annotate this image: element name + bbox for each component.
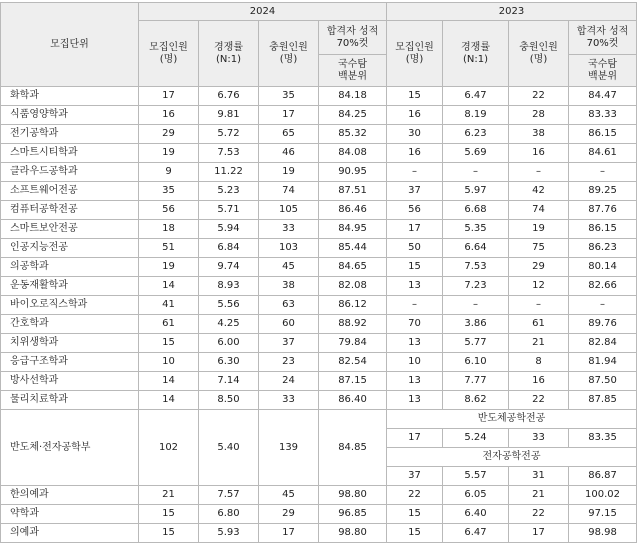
2024-cut-cell: 90.95 xyxy=(319,163,387,182)
2023-recruit-cell: – xyxy=(387,296,443,315)
2024-recruit-cell: 56 xyxy=(139,201,199,220)
table-row xyxy=(1,334,637,353)
unit-name: 의예과 xyxy=(1,524,139,543)
2023-competition-cell: 6.47 xyxy=(443,87,509,106)
2024-competition-cell: 5.71 xyxy=(199,201,259,220)
semi-sub1-competition: 5.24 xyxy=(443,429,509,448)
unit-name: 바이오로직스학과 xyxy=(1,296,139,315)
2023-cut-cell: 82.84 xyxy=(569,334,637,353)
2023-fill-cell: 75 xyxy=(509,239,569,258)
2023-fill-cell: 22 xyxy=(509,505,569,524)
2024-fill-cell: 63 xyxy=(259,296,319,315)
2024-cut-cell: 86.40 xyxy=(319,391,387,410)
unit-name: 응급구조학과 xyxy=(1,353,139,372)
unit-name: 컴퓨터공학전공 xyxy=(1,201,139,220)
2023-cut-cell: 83.33 xyxy=(569,106,637,125)
2023-cut-cell: 86.15 xyxy=(569,125,637,144)
2024-fill-cell: 38 xyxy=(259,277,319,296)
2024-competition-cell: 5.56 xyxy=(199,296,259,315)
semi-sub2-cut: 86.87 xyxy=(569,467,637,486)
2024-fill-cell: 17 xyxy=(259,106,319,125)
2024-cut-cell: 82.54 xyxy=(319,353,387,372)
header-percentile-2024: 국수탐 백분위 xyxy=(319,55,387,87)
2024-recruit-cell: 41 xyxy=(139,296,199,315)
2024-fill-cell: 46 xyxy=(259,144,319,163)
2024-recruit-cell: 61 xyxy=(139,315,199,334)
2024-fill-cell: 45 xyxy=(259,258,319,277)
2024-competition-cell: 7.57 xyxy=(199,486,259,505)
2023-competition-cell: 6.68 xyxy=(443,201,509,220)
semi-2024-fill: 139 xyxy=(259,410,319,486)
2023-recruit-cell: 30 xyxy=(387,125,443,144)
2024-fill-cell: 60 xyxy=(259,315,319,334)
table-row xyxy=(1,391,637,410)
2024-competition-cell: 9.74 xyxy=(199,258,259,277)
2023-competition-cell: 6.64 xyxy=(443,239,509,258)
2023-competition-cell: 7.53 xyxy=(443,258,509,277)
unit-name: 간호학과 xyxy=(1,315,139,334)
2023-cut-cell: 80.14 xyxy=(569,258,637,277)
2023-competition-cell: 6.47 xyxy=(443,524,509,543)
2024-competition-cell: 4.25 xyxy=(199,315,259,334)
2023-competition-cell: 5.35 xyxy=(443,220,509,239)
2024-fill-cell: 33 xyxy=(259,391,319,410)
2024-competition-cell: 8.50 xyxy=(199,391,259,410)
unit-name: 운동재활학과 xyxy=(1,277,139,296)
2024-cut-cell: 87.51 xyxy=(319,182,387,201)
header-percentile-2023: 국수탐 백분위 xyxy=(569,55,637,87)
2024-cut-cell: 82.08 xyxy=(319,277,387,296)
2023-recruit-cell: 17 xyxy=(387,220,443,239)
2023-competition-cell: 7.23 xyxy=(443,277,509,296)
unit-name: 스마트시티학과 xyxy=(1,144,139,163)
2024-recruit-cell: 15 xyxy=(139,524,199,543)
header-unit: 모집단위 xyxy=(1,3,139,87)
2023-cut-cell: – xyxy=(569,296,637,315)
semi-sub1-cut: 83.35 xyxy=(569,429,637,448)
table-row xyxy=(1,505,637,524)
2024-cut-cell: 84.95 xyxy=(319,220,387,239)
2023-competition-cell: 3.86 xyxy=(443,315,509,334)
2023-recruit-cell: 15 xyxy=(387,258,443,277)
2023-fill-cell: 16 xyxy=(509,372,569,391)
2023-recruit-cell: 15 xyxy=(387,505,443,524)
2024-recruit-cell: 16 xyxy=(139,106,199,125)
2023-recruit-cell: 50 xyxy=(387,239,443,258)
2024-competition-cell: 5.72 xyxy=(199,125,259,144)
2023-recruit-cell: 56 xyxy=(387,201,443,220)
unit-name: 의공학과 xyxy=(1,258,139,277)
2024-competition-cell: 6.00 xyxy=(199,334,259,353)
2023-cut-cell: 100.02 xyxy=(569,486,637,505)
2023-cut-cell: 97.15 xyxy=(569,505,637,524)
header-competition-2023: 경쟁률 (N:1) xyxy=(443,21,509,87)
2024-fill-cell: 19 xyxy=(259,163,319,182)
2024-recruit-cell: 15 xyxy=(139,334,199,353)
admission-results-table xyxy=(0,2,637,543)
unit-name: 전기공학과 xyxy=(1,125,139,144)
2023-recruit-cell: 22 xyxy=(387,486,443,505)
semi-2024-cut: 84.85 xyxy=(319,410,387,486)
2023-fill-cell: 29 xyxy=(509,258,569,277)
2023-recruit-cell: 13 xyxy=(387,372,443,391)
2024-competition-cell: 6.80 xyxy=(199,505,259,524)
table-row xyxy=(1,353,637,372)
2023-competition-cell: 6.05 xyxy=(443,486,509,505)
2023-competition-cell: 7.77 xyxy=(443,372,509,391)
2023-recruit-cell: 16 xyxy=(387,144,443,163)
2024-recruit-cell: 19 xyxy=(139,144,199,163)
2023-competition-cell: 8.62 xyxy=(443,391,509,410)
header-fill-2024: 충원인원 (명) xyxy=(259,21,319,87)
semi-2024-competition: 5.40 xyxy=(199,410,259,486)
2024-competition-cell: 5.23 xyxy=(199,182,259,201)
table-row xyxy=(1,372,637,391)
2024-fill-cell: 37 xyxy=(259,334,319,353)
header-pass-cut-2023: 합격자 성적 70%컷 xyxy=(569,21,637,55)
header-year-2023: 2023 xyxy=(387,3,637,21)
table-row xyxy=(1,258,637,277)
2023-cut-cell: 87.76 xyxy=(569,201,637,220)
header-fill-2023: 충원인원 (명) xyxy=(509,21,569,87)
2024-recruit-cell: 51 xyxy=(139,239,199,258)
unit-name: 스마트보안전공 xyxy=(1,220,139,239)
2024-cut-cell: 87.15 xyxy=(319,372,387,391)
unit-name: 식품영양학과 xyxy=(1,106,139,125)
2023-fill-cell: 22 xyxy=(509,87,569,106)
semi-sub2-name: 전자공학전공 xyxy=(387,448,637,467)
2023-fill-cell: – xyxy=(509,163,569,182)
2024-cut-cell: 98.80 xyxy=(319,524,387,543)
2023-competition-cell: – xyxy=(443,296,509,315)
2023-cut-cell: 98.98 xyxy=(569,524,637,543)
table-row xyxy=(1,220,637,239)
2023-cut-cell: 84.61 xyxy=(569,144,637,163)
2023-cut-cell: 87.50 xyxy=(569,372,637,391)
2024-fill-cell: 45 xyxy=(259,486,319,505)
2024-competition-cell: 6.30 xyxy=(199,353,259,372)
2024-cut-cell: 85.32 xyxy=(319,125,387,144)
2024-recruit-cell: 19 xyxy=(139,258,199,277)
2023-recruit-cell: 10 xyxy=(387,353,443,372)
2023-cut-cell: 89.25 xyxy=(569,182,637,201)
2024-cut-cell: 98.80 xyxy=(319,486,387,505)
2023-competition-cell: 6.40 xyxy=(443,505,509,524)
2024-competition-cell: 11.22 xyxy=(199,163,259,182)
2024-cut-cell: 86.12 xyxy=(319,296,387,315)
header-pass-cut-2024: 합격자 성적 70%컷 xyxy=(319,21,387,55)
2024-recruit-cell: 29 xyxy=(139,125,199,144)
2024-fill-cell: 33 xyxy=(259,220,319,239)
2024-fill-cell: 65 xyxy=(259,125,319,144)
2024-fill-cell: 17 xyxy=(259,524,319,543)
table-row xyxy=(1,144,637,163)
2023-fill-cell: 17 xyxy=(509,524,569,543)
2023-cut-cell: 86.15 xyxy=(569,220,637,239)
semi-sub2-competition: 5.57 xyxy=(443,467,509,486)
table-row xyxy=(1,163,637,182)
2024-cut-cell: 84.25 xyxy=(319,106,387,125)
2024-cut-cell: 86.46 xyxy=(319,201,387,220)
2023-competition-cell: 5.69 xyxy=(443,144,509,163)
header-recruit-2023: 모집인원 (명) xyxy=(387,21,443,87)
unit-name: 한의예과 xyxy=(1,486,139,505)
2024-competition-cell: 9.81 xyxy=(199,106,259,125)
2024-recruit-cell: 14 xyxy=(139,391,199,410)
unit-name: 소프트웨어전공 xyxy=(1,182,139,201)
2023-competition-cell: 6.23 xyxy=(443,125,509,144)
2023-cut-cell: 82.66 xyxy=(569,277,637,296)
2023-cut-cell: 87.85 xyxy=(569,391,637,410)
2024-cut-cell: 84.08 xyxy=(319,144,387,163)
2024-competition-cell: 8.93 xyxy=(199,277,259,296)
table-row xyxy=(1,106,637,125)
2023-cut-cell: – xyxy=(569,163,637,182)
unit-name: 약학과 xyxy=(1,505,139,524)
2024-fill-cell: 24 xyxy=(259,372,319,391)
semi-sub1-fill: 33 xyxy=(509,429,569,448)
unit-name: 방사선학과 xyxy=(1,372,139,391)
2024-fill-cell: 29 xyxy=(259,505,319,524)
table-row xyxy=(1,296,637,315)
2024-competition-cell: 6.76 xyxy=(199,87,259,106)
2023-recruit-cell: 15 xyxy=(387,524,443,543)
2024-competition-cell: 5.94 xyxy=(199,220,259,239)
table-row xyxy=(1,182,637,201)
unit-name: 클라우드공학과 xyxy=(1,163,139,182)
2024-fill-cell: 35 xyxy=(259,87,319,106)
2023-competition-cell: – xyxy=(443,163,509,182)
header-year-2024: 2024 xyxy=(139,3,387,21)
2023-competition-cell: 6.10 xyxy=(443,353,509,372)
unit-name: 물리치료학과 xyxy=(1,391,139,410)
table-row xyxy=(1,87,637,106)
2024-fill-cell: 103 xyxy=(259,239,319,258)
2023-recruit-cell: 15 xyxy=(387,87,443,106)
2023-fill-cell: 12 xyxy=(509,277,569,296)
2024-fill-cell: 23 xyxy=(259,353,319,372)
2023-recruit-cell: 16 xyxy=(387,106,443,125)
2023-fill-cell: 61 xyxy=(509,315,569,334)
2023-fill-cell: 21 xyxy=(509,486,569,505)
unit-name: 치위생학과 xyxy=(1,334,139,353)
semi-sub2-fill: 31 xyxy=(509,467,569,486)
2023-fill-cell: 38 xyxy=(509,125,569,144)
2023-recruit-cell: – xyxy=(387,163,443,182)
2023-cut-cell: 81.94 xyxy=(569,353,637,372)
2023-recruit-cell: 13 xyxy=(387,391,443,410)
2024-recruit-cell: 21 xyxy=(139,486,199,505)
2023-recruit-cell: 13 xyxy=(387,334,443,353)
2024-recruit-cell: 15 xyxy=(139,505,199,524)
2024-cut-cell: 84.65 xyxy=(319,258,387,277)
table-row xyxy=(1,277,637,296)
2023-cut-cell: 86.23 xyxy=(569,239,637,258)
2024-cut-cell: 85.44 xyxy=(319,239,387,258)
2024-cut-cell: 96.85 xyxy=(319,505,387,524)
2023-recruit-cell: 13 xyxy=(387,277,443,296)
semi-sub1-recruit: 17 xyxy=(387,429,443,448)
table-row xyxy=(1,239,637,258)
2024-recruit-cell: 17 xyxy=(139,87,199,106)
2024-cut-cell: 79.84 xyxy=(319,334,387,353)
2023-recruit-cell: 37 xyxy=(387,182,443,201)
semi-unit: 반도체·전자공학부 xyxy=(1,410,139,486)
2023-cut-cell: 89.76 xyxy=(569,315,637,334)
table-row xyxy=(1,315,637,334)
header-competition-2024: 경쟁률 (N:1) xyxy=(199,21,259,87)
2023-fill-cell: 19 xyxy=(509,220,569,239)
semi-2024-recruit: 102 xyxy=(139,410,199,486)
unit-name: 인공지능전공 xyxy=(1,239,139,258)
2024-cut-cell: 84.18 xyxy=(319,87,387,106)
2024-recruit-cell: 9 xyxy=(139,163,199,182)
2023-fill-cell: – xyxy=(509,296,569,315)
semi-sub2-recruit: 37 xyxy=(387,467,443,486)
2023-competition-cell: 5.97 xyxy=(443,182,509,201)
2023-cut-cell: 84.47 xyxy=(569,87,637,106)
2024-competition-cell: 6.84 xyxy=(199,239,259,258)
header-recruit-2024: 모집인원 (명) xyxy=(139,21,199,87)
2024-recruit-cell: 35 xyxy=(139,182,199,201)
table-row xyxy=(1,201,637,220)
2024-competition-cell: 7.14 xyxy=(199,372,259,391)
2023-fill-cell: 8 xyxy=(509,353,569,372)
table-row xyxy=(1,486,637,505)
table-row xyxy=(1,125,637,144)
2023-fill-cell: 22 xyxy=(509,391,569,410)
2024-recruit-cell: 18 xyxy=(139,220,199,239)
2024-competition-cell: 5.93 xyxy=(199,524,259,543)
2024-cut-cell: 88.92 xyxy=(319,315,387,334)
2023-competition-cell: 5.77 xyxy=(443,334,509,353)
semi-sub1-name: 반도체공학전공 xyxy=(387,410,637,429)
2023-fill-cell: 21 xyxy=(509,334,569,353)
2023-fill-cell: 28 xyxy=(509,106,569,125)
2024-recruit-cell: 14 xyxy=(139,372,199,391)
2024-fill-cell: 105 xyxy=(259,201,319,220)
unit-name: 화학과 xyxy=(1,87,139,106)
2024-recruit-cell: 10 xyxy=(139,353,199,372)
2023-fill-cell: 16 xyxy=(509,144,569,163)
2024-fill-cell: 74 xyxy=(259,182,319,201)
2023-competition-cell: 8.19 xyxy=(443,106,509,125)
2023-fill-cell: 42 xyxy=(509,182,569,201)
2024-recruit-cell: 14 xyxy=(139,277,199,296)
2023-recruit-cell: 70 xyxy=(387,315,443,334)
table-row xyxy=(1,524,637,543)
2023-fill-cell: 74 xyxy=(509,201,569,220)
2024-competition-cell: 7.53 xyxy=(199,144,259,163)
